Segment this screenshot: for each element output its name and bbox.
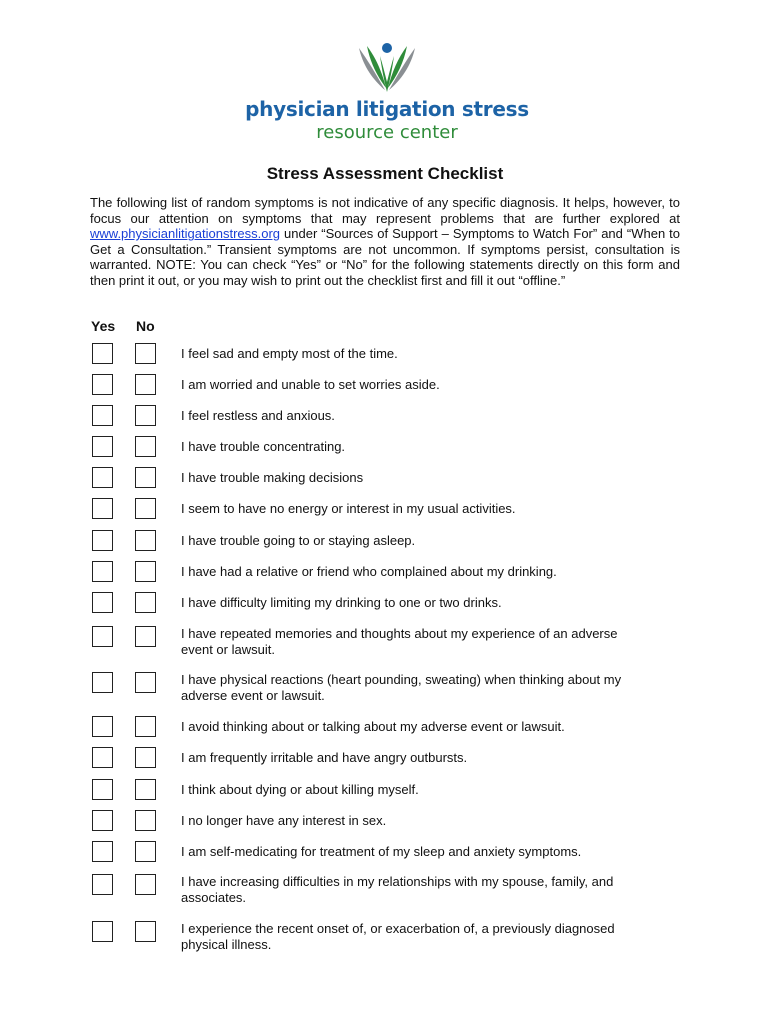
yes-checkbox[interactable] (92, 530, 113, 551)
statement-text: I avoid thinking about or talking about my adverse event or lawsuit. (181, 719, 565, 734)
statement-text: I am worried and unable to set worries aside. (181, 377, 440, 392)
yes-checkbox[interactable] (92, 921, 113, 942)
yes-checkbox[interactable] (92, 810, 113, 831)
intro-text-start: The following list of random symptoms is not indicative of any specific diagnosis. It helps, however, to focus our attention on symptoms that may represent problems that are further explored at (90, 195, 680, 226)
no-checkbox[interactable] (135, 467, 156, 488)
yes-checkbox[interactable] (92, 626, 113, 647)
yes-checkbox[interactable] (92, 874, 113, 895)
no-checkbox[interactable] (135, 716, 156, 737)
no-checkbox[interactable] (135, 405, 156, 426)
statement-text: I have trouble going to or staying asleep. (181, 533, 416, 548)
yes-checkbox[interactable] (92, 779, 113, 800)
organization-logo-icon (355, 42, 419, 96)
yes-checkbox[interactable] (92, 436, 113, 457)
statement-text: I am frequently irritable and have angry outbursts. (181, 750, 468, 765)
organization-name: physician litigation stress (245, 97, 529, 121)
intro-text-end: under “Sources of Support – Symptoms to Watch For” and “When to Get a Consultation.” Transient symptoms are not uncommon. If symptoms persist, consultation is warranted. NOTE: You can check “Yes” or “No” for the following statements directly on this form and then print it out, or you may wish to print out the checklist first and fill it out “offline.” (90, 226, 680, 288)
yes-column-header: Yes (91, 318, 116, 334)
statement-text: I have had a relative or friend who complained about my drinking. (181, 564, 557, 579)
statement-text: I experience the recent onset of, or exacerbation of, a previously diagnosed physical illness. (181, 921, 615, 952)
no-checkbox[interactable] (135, 374, 156, 395)
statement-text: I have increasing difficulties in my relationships with my spouse, family, and associates. (181, 874, 614, 905)
yes-checkbox[interactable] (92, 841, 113, 862)
yes-checkbox[interactable] (92, 343, 113, 364)
yes-checkbox[interactable] (92, 716, 113, 737)
website-link[interactable]: www.physicianlitigationstress.org (90, 226, 281, 242)
yes-checkbox[interactable] (92, 747, 113, 768)
statement-text: I no longer have any interest in sex. (181, 813, 387, 828)
yes-checkbox[interactable] (92, 592, 113, 613)
organization-subtitle: resource center (316, 122, 458, 143)
no-checkbox[interactable] (135, 561, 156, 582)
no-checkbox[interactable] (135, 436, 156, 457)
no-checkbox[interactable] (135, 841, 156, 862)
no-checkbox[interactable] (135, 530, 156, 551)
yes-checkbox[interactable] (92, 374, 113, 395)
no-checkbox[interactable] (135, 498, 156, 519)
no-checkbox[interactable] (135, 626, 156, 647)
yes-checkbox[interactable] (92, 467, 113, 488)
statement-text: I have trouble concentrating. (181, 439, 346, 454)
statement-text: I have physical reactions (heart pounding, sweating) when thinking about my adverse event or lawsuit. (181, 672, 622, 703)
statement-text: I seem to have no energy or interest in my usual activities. (181, 501, 516, 516)
no-checkbox[interactable] (135, 747, 156, 768)
statement-text: I think about dying or about killing myself. (181, 782, 419, 797)
no-checkbox[interactable] (135, 592, 156, 613)
no-checkbox[interactable] (135, 810, 156, 831)
no-checkbox[interactable] (135, 343, 156, 364)
page-title: Stress Assessment Checklist (266, 164, 504, 183)
statement-text: I have difficulty limiting my drinking to one or two drinks. (181, 595, 502, 610)
intro-paragraph (90, 195, 680, 289)
yes-checkbox[interactable] (92, 498, 113, 519)
statement-text: I have trouble making decisions (181, 470, 364, 485)
no-checkbox[interactable] (135, 672, 156, 693)
statement-text: I am self-medicating for treatment of my sleep and anxiety symptoms. (181, 844, 582, 859)
yes-checkbox[interactable] (92, 405, 113, 426)
yes-checkbox[interactable] (92, 672, 113, 693)
statement-text: I feel restless and anxious. (181, 408, 335, 423)
statement-text: I feel sad and empty most of the time. (181, 346, 398, 361)
yes-checkbox[interactable] (92, 561, 113, 582)
no-column-header: No (136, 318, 155, 334)
statement-text: I have repeated memories and thoughts about my experience of an adverse event or lawsuit. (181, 626, 618, 657)
no-checkbox[interactable] (135, 874, 156, 895)
no-checkbox[interactable] (135, 779, 156, 800)
no-checkbox[interactable] (135, 921, 156, 942)
